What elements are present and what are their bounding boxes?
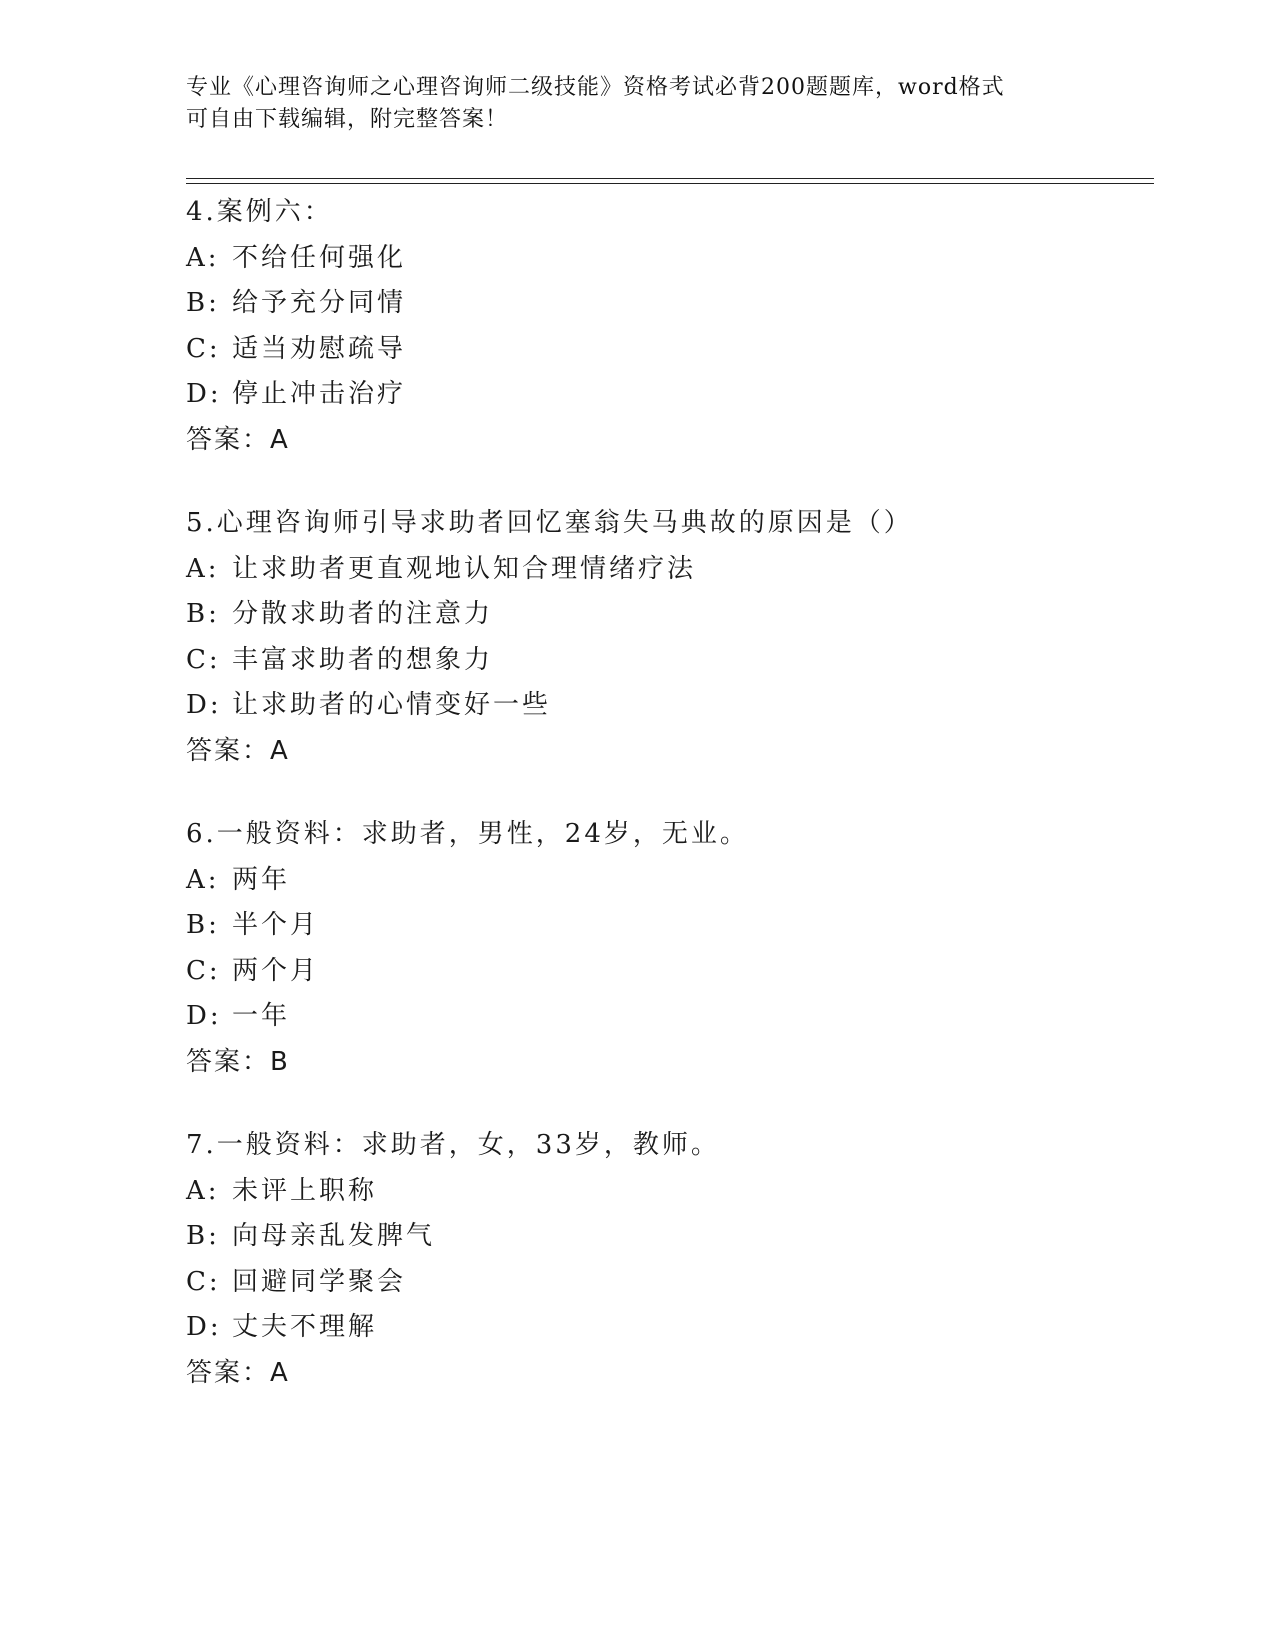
option-d: [186, 683, 1146, 729]
option-letter: A:: [186, 242, 220, 273]
option-a: [186, 1169, 1146, 1215]
option-letter: A:: [186, 864, 220, 895]
option-text: 丰富求助者的想象力: [232, 644, 494, 675]
option-letter: B:: [186, 599, 220, 629]
option-letter: C:: [186, 1266, 221, 1297]
question-stem: 6.一般资料：求助者，男性，24岁，无业。: [186, 819, 749, 849]
option-text: 停止冲击治疗: [232, 379, 407, 409]
option-text: 回避同学聚会: [232, 1266, 407, 1297]
option-letter: A:: [186, 1175, 220, 1206]
option-c: [186, 638, 1146, 684]
option-text: 不给任何强化: [232, 242, 407, 273]
option-letter: B:: [186, 1221, 220, 1251]
option-letter: D:: [186, 1312, 222, 1342]
option-letter: C:: [186, 644, 221, 675]
option-text: 两个月: [232, 955, 320, 986]
question-item: [186, 812, 1146, 1085]
option-b: [186, 592, 1146, 638]
answer-line: 答案：A: [186, 735, 290, 766]
option-a: [186, 236, 1146, 282]
option-letter: C:: [186, 333, 221, 364]
option-text: 让求助者更直观地认知合理情绪疗法: [232, 553, 697, 584]
answer-line: 答案：A: [186, 424, 290, 455]
question-stem: 4.案例六：: [186, 197, 333, 227]
question-stem: 7.一般资料：求助者，女，33岁，教师。: [186, 1130, 720, 1160]
header-divider-top: [186, 178, 1154, 179]
option-letter: D:: [186, 690, 222, 720]
option-text: 丈夫不理解: [232, 1312, 378, 1342]
header-line-2: 可自由下载编辑，附完整答案！: [186, 107, 509, 132]
option-text: 向母亲乱发脾气: [232, 1221, 436, 1251]
option-c: [186, 327, 1146, 373]
option-b: [186, 903, 1146, 949]
option-letter: B:: [186, 288, 220, 318]
document-header: [186, 72, 1086, 136]
option-text: 给予充分同情: [232, 288, 407, 318]
option-d: [186, 994, 1146, 1040]
option-letter: B:: [186, 910, 220, 940]
option-text: 半个月: [232, 910, 320, 940]
option-text: 分散求助者的注意力: [232, 599, 494, 629]
option-a: [186, 547, 1146, 593]
header-divider-bottom: [186, 183, 1154, 184]
option-c: [186, 1260, 1146, 1306]
option-b: [186, 1214, 1146, 1260]
question-item: [186, 501, 1146, 774]
option-text: 未评上职称: [232, 1175, 378, 1206]
option-text: 让求助者的心情变好一些: [232, 690, 552, 720]
option-d: [186, 1305, 1146, 1351]
answer-line: 答案：A: [186, 1357, 290, 1388]
option-letter: A:: [186, 553, 220, 584]
option-text: 一年: [232, 1001, 291, 1031]
option-text: 两年: [232, 864, 291, 895]
question-item: [186, 1123, 1146, 1396]
header-line-1: 专业《心理咨询师之心理咨询师二级技能》资格考试必背200题题库，word格式: [186, 75, 1005, 100]
question-item: [186, 190, 1146, 463]
answer-line: 答案：B: [186, 1046, 290, 1077]
option-letter: D:: [186, 1001, 222, 1031]
option-d: [186, 372, 1146, 418]
option-text: 适当劝慰疏导: [232, 333, 407, 364]
option-c: [186, 949, 1146, 995]
question-stem: 5.心理咨询师引导求助者回忆塞翁失马典故的原因是（）: [186, 508, 913, 538]
option-b: [186, 281, 1146, 327]
option-letter: C:: [186, 955, 221, 986]
option-letter: D:: [186, 379, 222, 409]
question-list: [186, 190, 1146, 1434]
option-a: [186, 858, 1146, 904]
